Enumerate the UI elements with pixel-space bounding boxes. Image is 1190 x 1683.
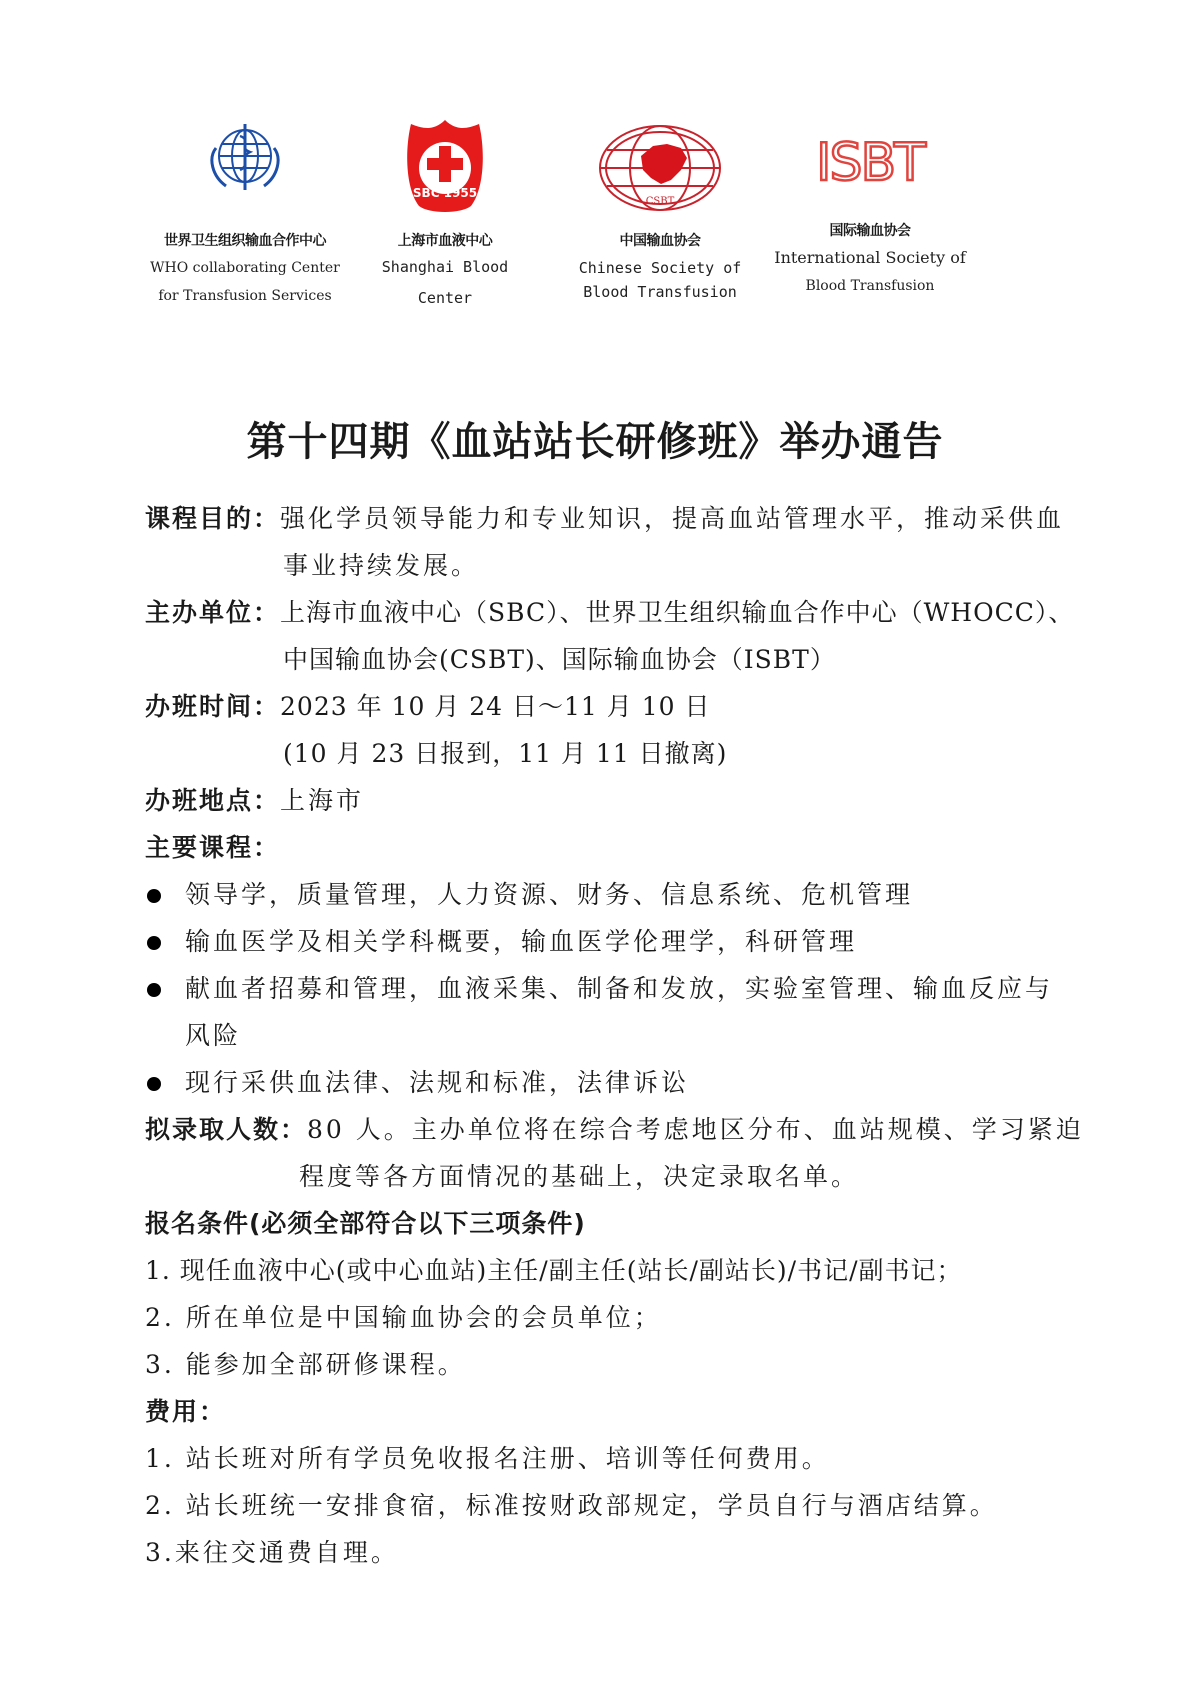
who-name-cn: 世界卫生组织输血合作中心 — [164, 233, 326, 249]
logo-header — [0, 118, 1190, 348]
csbt-emblem-icon — [595, 118, 725, 218]
list-item: 1. 现任血液中心(或中心血站)主任/副主任(站长/副站长)/书记/副书记； — [145, 1256, 963, 1285]
page-title: 第十四期《血站站长研修班》举办通告 — [246, 419, 944, 465]
enroll-row — [145, 1106, 1084, 1153]
place-text: 上海市 — [280, 786, 365, 815]
organizers-text-2: 中国输血协会(CSBT)、国际输血协会（ISBT） — [283, 645, 836, 674]
list-item: 1. 站长班对所有学员免收报名注册、培训等任何费用。 — [145, 1444, 830, 1473]
sbc-badge-text: SBC 1955 — [412, 186, 478, 200]
enroll-label: 拟录取人数： — [145, 1115, 308, 1144]
enroll-text-2: 程度等各方面情况的基础上，决定录取名单。 — [299, 1162, 860, 1191]
sbc-name-en-2: Center — [417, 289, 473, 307]
csbt-name-en-2: Blood Transfusion — [583, 283, 737, 301]
list-item: 领导学，质量管理，人力资源、财务、信息系统、危机管理 — [145, 871, 1065, 918]
csbt-logo — [560, 118, 760, 304]
enroll-row-2 — [145, 1153, 1065, 1200]
courses-label: 主要课程： — [145, 833, 281, 862]
courses-heading-row — [145, 824, 1065, 871]
csbt-badge-text: CSBT — [645, 196, 675, 207]
sbc-name-cn: 上海市血液中心 — [397, 233, 493, 249]
notice-body — [145, 495, 1084, 1576]
organizers-text-1: 上海市血液中心（SBC）、世界卫生组织输血合作中心（WHOCC）、 — [280, 598, 1075, 627]
purpose-row — [145, 495, 1065, 542]
purpose-label: 课程目的： — [145, 504, 281, 533]
who-logo — [150, 118, 340, 310]
isbt-wordmark-text: ISBT — [816, 133, 924, 193]
conditions-label: 报名条件(必须全部符合以下三项条件) — [145, 1209, 586, 1238]
isbt-wordmark-icon — [800, 118, 940, 208]
time-text-1: 2023 年 10 月 24 日～11 月 10 日 — [280, 692, 711, 721]
organizers-label: 主办单位： — [145, 598, 281, 627]
time-text-2: (10 月 23 日报到，11 月 11 日撤离) — [283, 739, 728, 768]
list-item-continuation: 风险 — [185, 1021, 242, 1050]
isbt-name-en-2: Blood Transfusion — [805, 278, 935, 294]
fees-heading-row — [145, 1388, 1065, 1435]
sbc-emblem-icon — [405, 118, 485, 218]
list-item: 2. 站长班统一安排食宿，标准按财政部规定，学员自行与酒店结算。 — [145, 1491, 998, 1520]
sbc-name-en-1: Shanghai Blood — [381, 258, 509, 276]
time-label: 办班时间： — [145, 692, 281, 721]
list-item: 献血者招募和管理，血液采集、制备和发放，实验室管理、输血反应与 — [145, 965, 1065, 1012]
list-item: 3. 能参加全部研修课程。 — [145, 1350, 466, 1379]
purpose-text-2: 事业持续发展。 — [283, 551, 480, 580]
list-item: 现行采供血法律、法规和标准，法律诉讼 — [145, 1059, 1065, 1106]
conditions-heading-row — [145, 1200, 1065, 1247]
place-row — [145, 777, 1065, 824]
purpose-text-1: 强化学员领导能力和专业知识，提高血站管理水平，推动采供血 — [280, 504, 1065, 533]
purpose-row-2 — [145, 542, 1065, 589]
isbt-name-cn: 国际输血协会 — [829, 223, 911, 239]
list-item: 2. 所在单位是中国输血协会的会员单位； — [145, 1303, 662, 1332]
enroll-text-1: 80 人。主办单位将在综合考虑地区分布、血站规模、学习紧迫 — [307, 1115, 1084, 1144]
time-row — [145, 683, 1065, 730]
list-item: 3.来往交通费自理。 — [145, 1538, 399, 1567]
csbt-name-en-1: Chinese Society of — [578, 259, 742, 277]
place-label: 办班地点： — [145, 786, 281, 815]
csbt-name-cn: 中国输血协会 — [619, 233, 701, 249]
time-row-2 — [145, 730, 1065, 777]
isbt-name-en-1: International Society of — [774, 248, 966, 267]
sbc-logo — [365, 118, 525, 314]
isbt-logo — [770, 118, 970, 300]
list-item: 输血医学及相关学科概要，输血医学伦理学，科研管理 — [145, 918, 1065, 965]
who-name-en-1: WHO collaborating Center — [150, 260, 340, 276]
who-emblem-icon — [200, 118, 290, 198]
fees-label: 费用： — [145, 1397, 227, 1426]
organizers-row-2 — [145, 636, 1065, 683]
organizers-row — [145, 589, 1075, 636]
who-name-en-2: for Transfusion Services — [158, 288, 332, 304]
